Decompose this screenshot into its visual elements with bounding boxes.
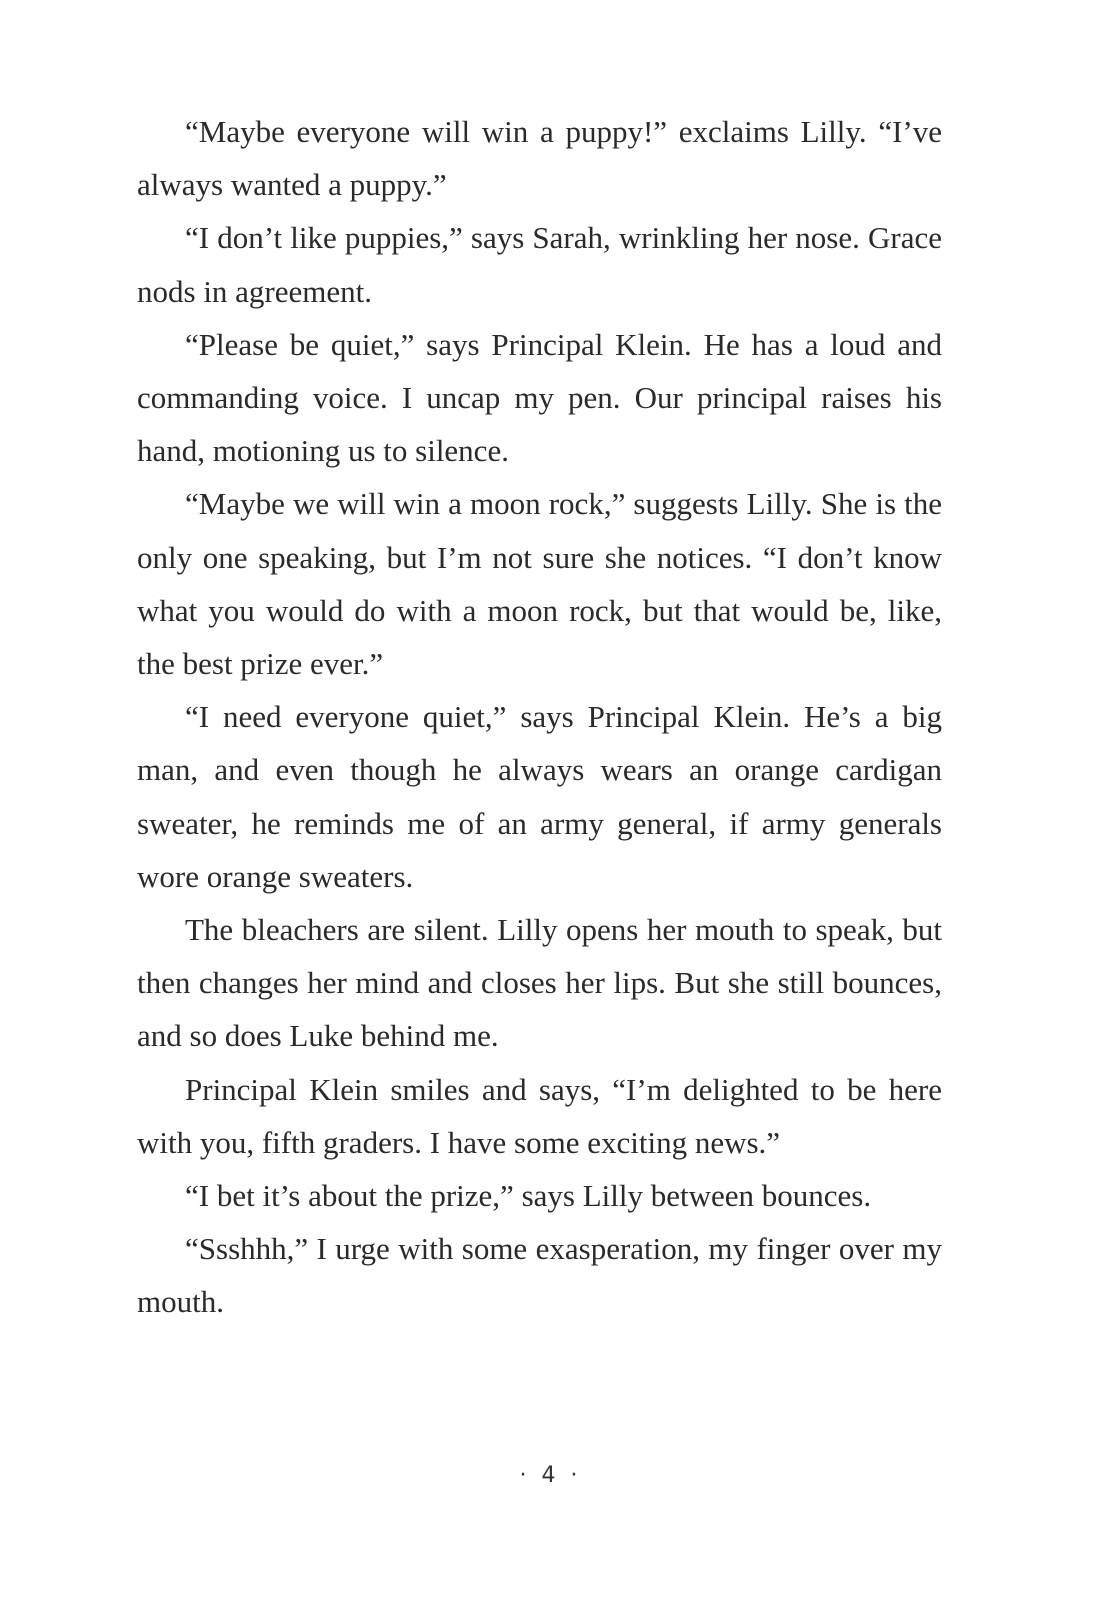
page-number: · 4 · — [519, 1463, 582, 1488]
paragraph-9: “Ssshhh,” I urge with some exasperation, my finger over my mouth. — [137, 1231, 942, 1320]
paragraph-7: Principal Klein smiles and says, “I’m delighted to be here with you, fifth graders. I have some exciting news.” — [137, 1071, 942, 1160]
paragraph-6: The bleachers are silent. Lilly opens her mouth to speak, but then changes her mind and closes her lips. But she still bounces, and so does Luke behind me. — [137, 912, 942, 1054]
paragraph-8: “I bet it’s about the prize,” says Lilly between bounces. — [185, 1178, 872, 1214]
body-text — [137, 105, 942, 1329]
paragraph-1: “Maybe everyone will win a puppy!” exclaims Lilly. “I’ve always wanted a puppy.” — [137, 114, 942, 203]
paragraph-3: “Please be quiet,” says Principal Klein. He has a loud and commanding voice. I uncap my pen. Our principal raises his hand, motioning us to silence. — [137, 326, 942, 469]
paragraph-4: “Maybe we will win a moon rock,” suggests Lilly. She is the only one speaking, but I’m not sure she notices. “I don’t know what you would do with a moon rock, but that would be, like, the best prize ever.” — [137, 486, 942, 682]
paragraph-5: “I need everyone quiet,” says Principal Klein. He’s a big man, and even though he always wears an orange cardigan sweater, he reminds me of an army general, if army generals wore orange sweaters. — [137, 699, 942, 894]
paragraph-2: “I don’t like puppies,” says Sarah, wrinkling her nose. Grace nods in agreement. — [137, 220, 942, 309]
